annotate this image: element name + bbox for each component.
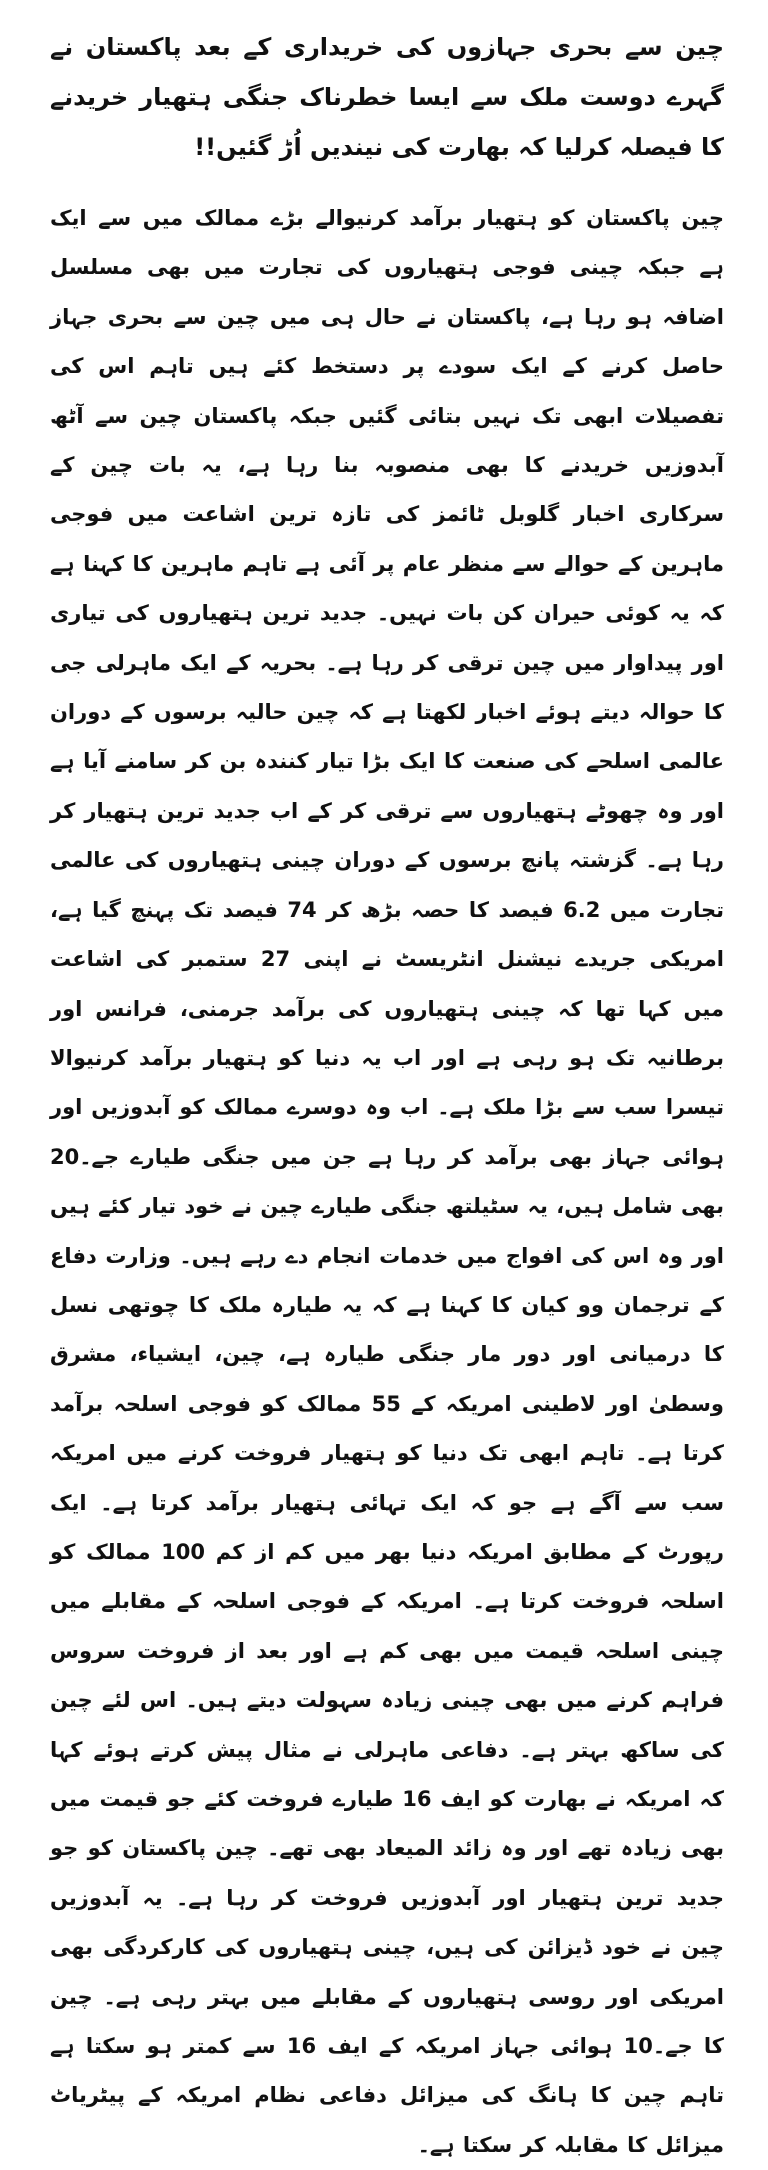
article-headline: چین سے بحری جہازوں کی خریداری کے بعد پاکستان نے گہرے دوست ملک سے ایسا خطرناک جنگی ہتھیار خریدنے کا فیصلہ کرلیا کہ بھارت کی نیندیں اُڑ گئیں!! — [50, 33, 724, 161]
article-body: چین پاکستان کو ہتھیار برآمد کرنیوالے بڑے ممالک میں سے ایک ہے جبکہ چینی فوجی ہتھیاروں کی تجارت میں بھی مسلسل اضافہ ہو رہا ہے، پاکستان نے حال ہی میں چین سے بحری جہاز حاصل کرنے کے ایک سودے پر دستخط کئے ہیں تاہم اس کی تفصیلات ابھی تک نہیں بتائی گئیں جبکہ پاکستان چین سے آٹھ آبدوزیں خریدنے کا بھی منصوبہ بنا رہا ہے، یہ بات چین کے سرکاری اخبار گلوبل ٹائمز کی تازہ ترین اشاعت میں فوجی ماہرین کے حوالے سے منظر عام پر آئی ہے تاہم ماہرین کا کہنا ہے کہ یہ کوئی حیران کن بات نہیں۔ جدید ترین ہتھیاروں کی تیاری اور پیداوار میں چین ترقی کر رہا ہے۔ بحریہ کے ایک ماہرلی جی کا حوالہ دیتے ہوئے اخبار لکھتا ہے کہ چین حالیہ برسوں کے دوران عالمی اسلحے کی صنعت کا ایک بڑا تیار کنندہ بن کر سامنے آیا ہے اور وہ چھوٹے ہتھیاروں سے ترقی کر کے اب جدید ترین ہتھیار کر رہا ہے۔ گزشتہ پانچ برسوں کے دوران چینی ہتھیاروں کی عالمی تجارت میں 6.2 فیصد کا حصہ بڑھ کر 74 فیصد تک پہنچ گیا ہے، امریکی جریدے نیشنل انٹریسٹ نے اپنی 27 ستمبر کی اشاعت میں کہا تھا کہ چینی ہتھیاروں کی برآمد جرمنی، فرانس اور برطانیہ تک ہو رہی ہے اور اب یہ دنیا کو ہتھیار برآمد کرنیوالا تیسرا سب سے بڑا ملک ہے۔ اب وہ دوسرے ممالک کو آبدوزیں اور ہوائی جہاز بھی برآمد کر رہا ہے جن میں جنگی طیارے جے۔20 بھی شامل ہیں، یہ سٹیلتھ جنگی طیارے چین نے خود تیار کئے ہیں اور وہ اس کی افواج میں خدمات انجام دے رہے ہیں۔ وزارت دفاع کے ترجمان وو کیان کا کہنا ہے کہ یہ طیارہ ملک کا چوتھی نسل کا درمیانی اور دور مار جنگی طیارہ ہے، چین، ایشیاء، مشرق وسطیٰ اور لاطینی امریکہ کے 55 ممالک کو فوجی اسلحہ برآمد کرتا ہے۔ تاہم ابھی تک دنیا کو ہتھیار فروخت کرنے میں امریکہ سب سے آگے ہے جو کہ ایک تہائی ہتھیار برآمد کرتا ہے۔ ایک رپورٹ کے مطابق امریکہ دنیا بھر میں کم از کم 100 ممالک کو اسلحہ فروخت کرتا ہے۔ امریکہ کے فوجی اسلحہ کے مقابلے میں چینی اسلحہ قیمت میں بھی کم ہے اور بعد از فروخت سروس فراہم کرنے میں بھی چینی زیادہ سہولت دیتے ہیں۔ اس لئے چین کی ساکھ بہتر ہے۔ دفاعی ماہرلی نے مثال پیش کرتے ہوئے کہا کہ امریکہ نے بھارت کو ایف 16 طیارے فروخت کئے جو قیمت میں بھی زیادہ تھے اور وہ زائد المیعاد بھی تھے۔ چین پاکستان کو جو جدید ترین ہتھیار اور آبدوزیں فروخت کر رہا ہے۔ یہ آبدوزیں چین نے خود ڈیزائن کی ہیں، چینی ہتھیاروں کی کارکردگی بھی امریکی اور روسی ہتھیاروں کے مقابلے میں بہتر رہی ہے۔ چین کا جے۔10 ہوائی جہاز امریکہ کے ایف 16 سے کمتر ہو سکتا ہے تاہم چین کا ہانگ کی میزائل دفاعی نظام امریکہ کے پیٹریاٹ میزائل کا مقابلہ کر سکتا ہے۔ — [50, 206, 725, 2157]
